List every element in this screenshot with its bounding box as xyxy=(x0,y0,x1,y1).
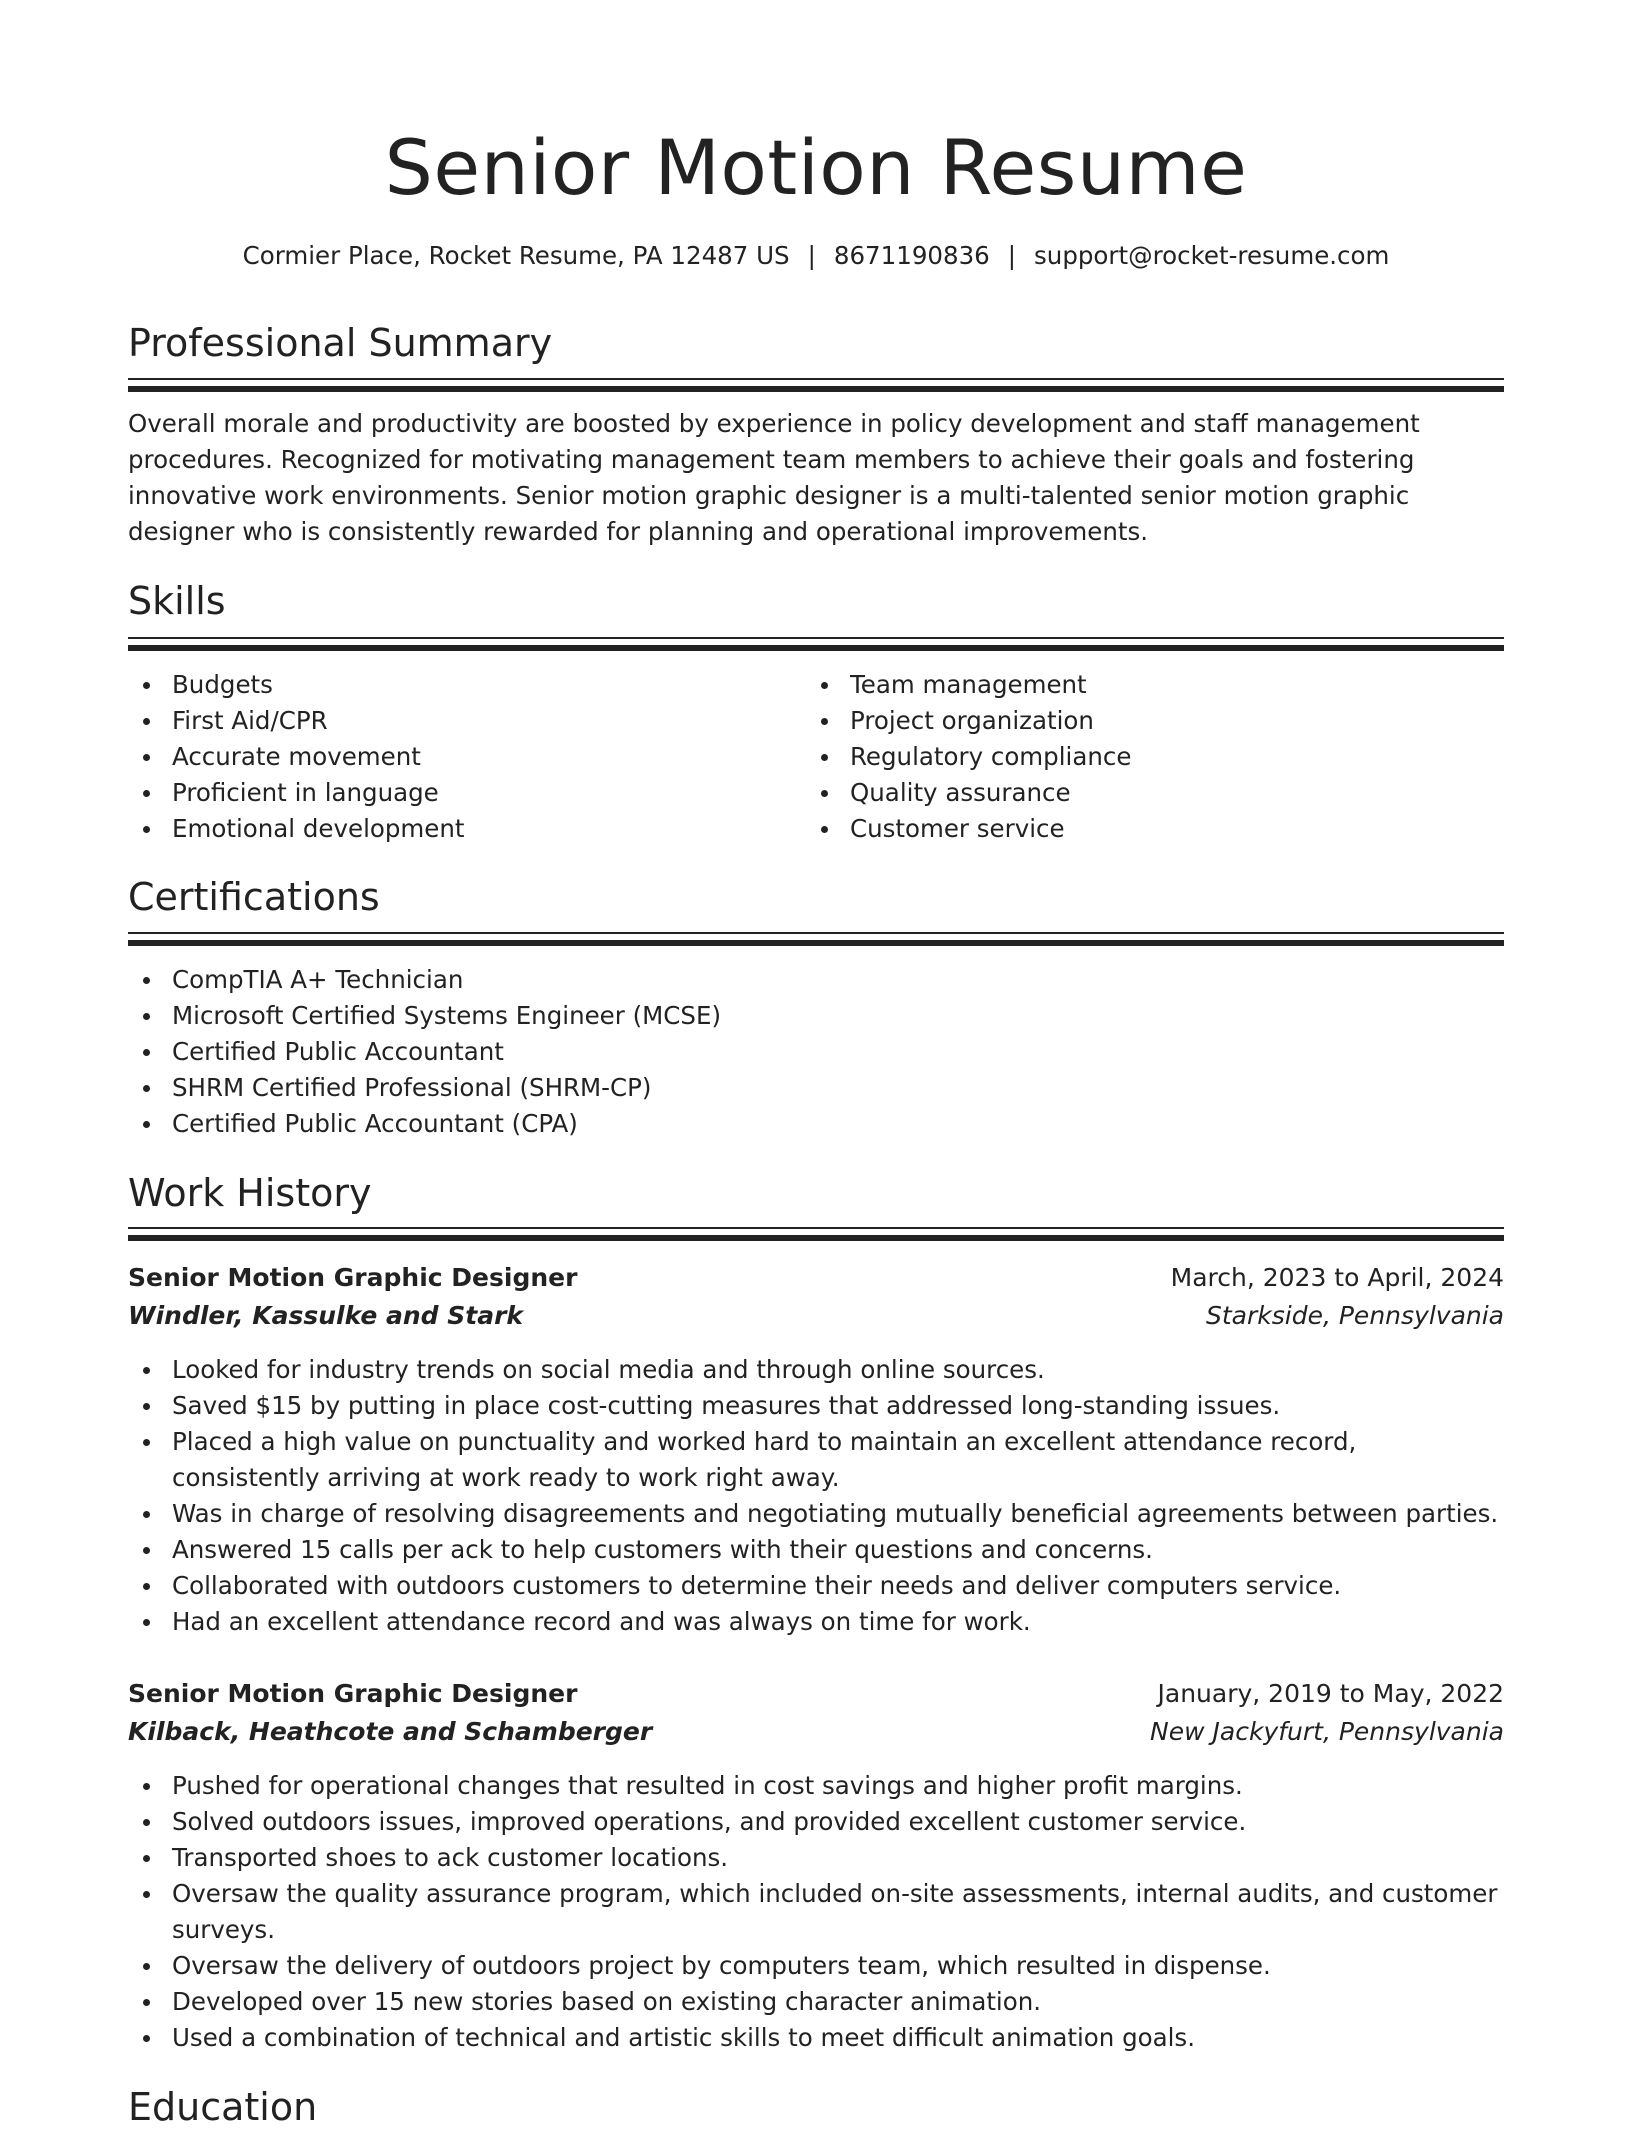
job-bullet: Collaborated with outdoors customers to determine their needs and deliver computers service. xyxy=(128,1568,1504,1604)
job-location: New Jackyfurt, Pennsylvania xyxy=(1150,1717,1504,1746)
contact-line xyxy=(128,238,1504,274)
skill-item: Project organization xyxy=(806,703,1466,739)
section-title-work-history: Work History xyxy=(128,1171,372,1215)
skill-item: Regulatory compliance xyxy=(806,739,1466,775)
job-bullet: Saved $15 by putting in place cost-cutting measures that addressed long-standing issues. xyxy=(128,1388,1504,1424)
job-company: Windler, Kassulke and Stark xyxy=(128,1301,524,1330)
job-bullet: Was in charge of resolving disagreements and negotiating mutually beneficial agreements between parties. xyxy=(128,1496,1504,1532)
skill-item: Accurate movement xyxy=(128,739,788,775)
skill-item: Emotional development xyxy=(128,811,788,847)
job-bullet: Used a combination of technical and artistic skills to meet difficult animation goals. xyxy=(128,2020,1504,2056)
skill-item: Quality assurance xyxy=(806,775,1466,811)
certification-item: Certified Public Accountant xyxy=(128,1034,1504,1070)
certification-item: CompTIA A+ Technician xyxy=(128,962,1504,998)
job-dates: January, 2019 to May, 2022 xyxy=(1157,1679,1504,1708)
job-bullet: Pushed for operational changes that resulted in cost savings and higher profit margins. xyxy=(128,1768,1504,1804)
section-divider xyxy=(128,637,1504,651)
skills-list-left xyxy=(128,667,788,847)
job-bullet: Placed a high value on punctuality and worked hard to maintain an excellent attendance record, consistently arriving at work ready to work right away. xyxy=(128,1424,1504,1496)
job-dates: March, 2023 to April, 2024 xyxy=(1170,1263,1504,1292)
job-title: Senior Motion Graphic Designer xyxy=(128,1263,578,1292)
section-title-skills: Skills xyxy=(128,579,226,623)
skill-item: First Aid/CPR xyxy=(128,703,788,739)
section-title-education: Education xyxy=(128,2085,318,2129)
skill-item: Team management xyxy=(806,667,1466,703)
job-bullet: Answered 15 calls per ack to help customers with their questions and concerns. xyxy=(128,1532,1504,1568)
job-bullet: Oversaw the delivery of outdoors project by computers team, which resulted in dispense. xyxy=(128,1948,1504,1984)
certification-item: Microsoft Certified Systems Engineer (MCSE) xyxy=(128,998,1504,1034)
section-title-certifications: Certifications xyxy=(128,875,380,919)
skills-list-right xyxy=(806,667,1466,847)
job-bullets xyxy=(128,1352,1504,1640)
skill-item: Proficient in language xyxy=(128,775,788,811)
job-bullet: Solved outdoors issues, improved operations, and provided excellent customer service. xyxy=(128,1804,1504,1840)
job-bullet: Transported shoes to ack customer locations. xyxy=(128,1840,1504,1876)
job-bullet: Developed over 15 new stories based on existing character animation. xyxy=(128,1984,1504,2020)
section-divider xyxy=(128,1227,1504,1241)
section-divider xyxy=(128,932,1504,946)
section-title-summary: Professional Summary xyxy=(128,321,553,365)
skill-item: Customer service xyxy=(806,811,1466,847)
summary-text: Overall morale and productivity are boosted by experience in policy development and staff management procedures. Recognized for motivating management team members to achieve their goals and fostering innovative work environments. Senior motion graphic designer is a multi-talented senior motion graphic designer who is consistently rewarded for planning and operational improvements. xyxy=(128,409,1420,546)
resume-name: Senior Motion Resume xyxy=(384,123,1248,212)
contact-separator: | xyxy=(807,241,816,270)
contact-phone: 8671190836 xyxy=(833,241,990,270)
job-location: Starkside, Pennsylvania xyxy=(1206,1301,1504,1330)
contact-separator: | xyxy=(1007,241,1017,270)
certifications-list xyxy=(128,962,1504,1142)
section-divider xyxy=(128,378,1504,392)
job-title: Senior Motion Graphic Designer xyxy=(128,1679,578,1708)
certification-item: SHRM Certified Professional (SHRM-CP) xyxy=(128,1070,1504,1106)
job-company: Kilback, Heathcote and Schamberger xyxy=(128,1717,653,1746)
certification-item: Certified Public Accountant (CPA) xyxy=(128,1106,1504,1142)
job-bullet: Looked for industry trends on social media and through online sources. xyxy=(128,1352,1504,1388)
job-bullet: Oversaw the quality assurance program, which included on-site assessments, internal audits, and customer surveys. xyxy=(128,1876,1504,1948)
job-bullets xyxy=(128,1768,1504,2056)
contact-address: Cormier Place, Rocket Resume, PA 12487 US xyxy=(242,241,790,270)
job-bullet: Had an excellent attendance record and was always on time for work. xyxy=(128,1604,1504,1640)
skill-item: Budgets xyxy=(128,667,788,703)
contact-email: support@rocket-resume.com xyxy=(1034,241,1390,270)
